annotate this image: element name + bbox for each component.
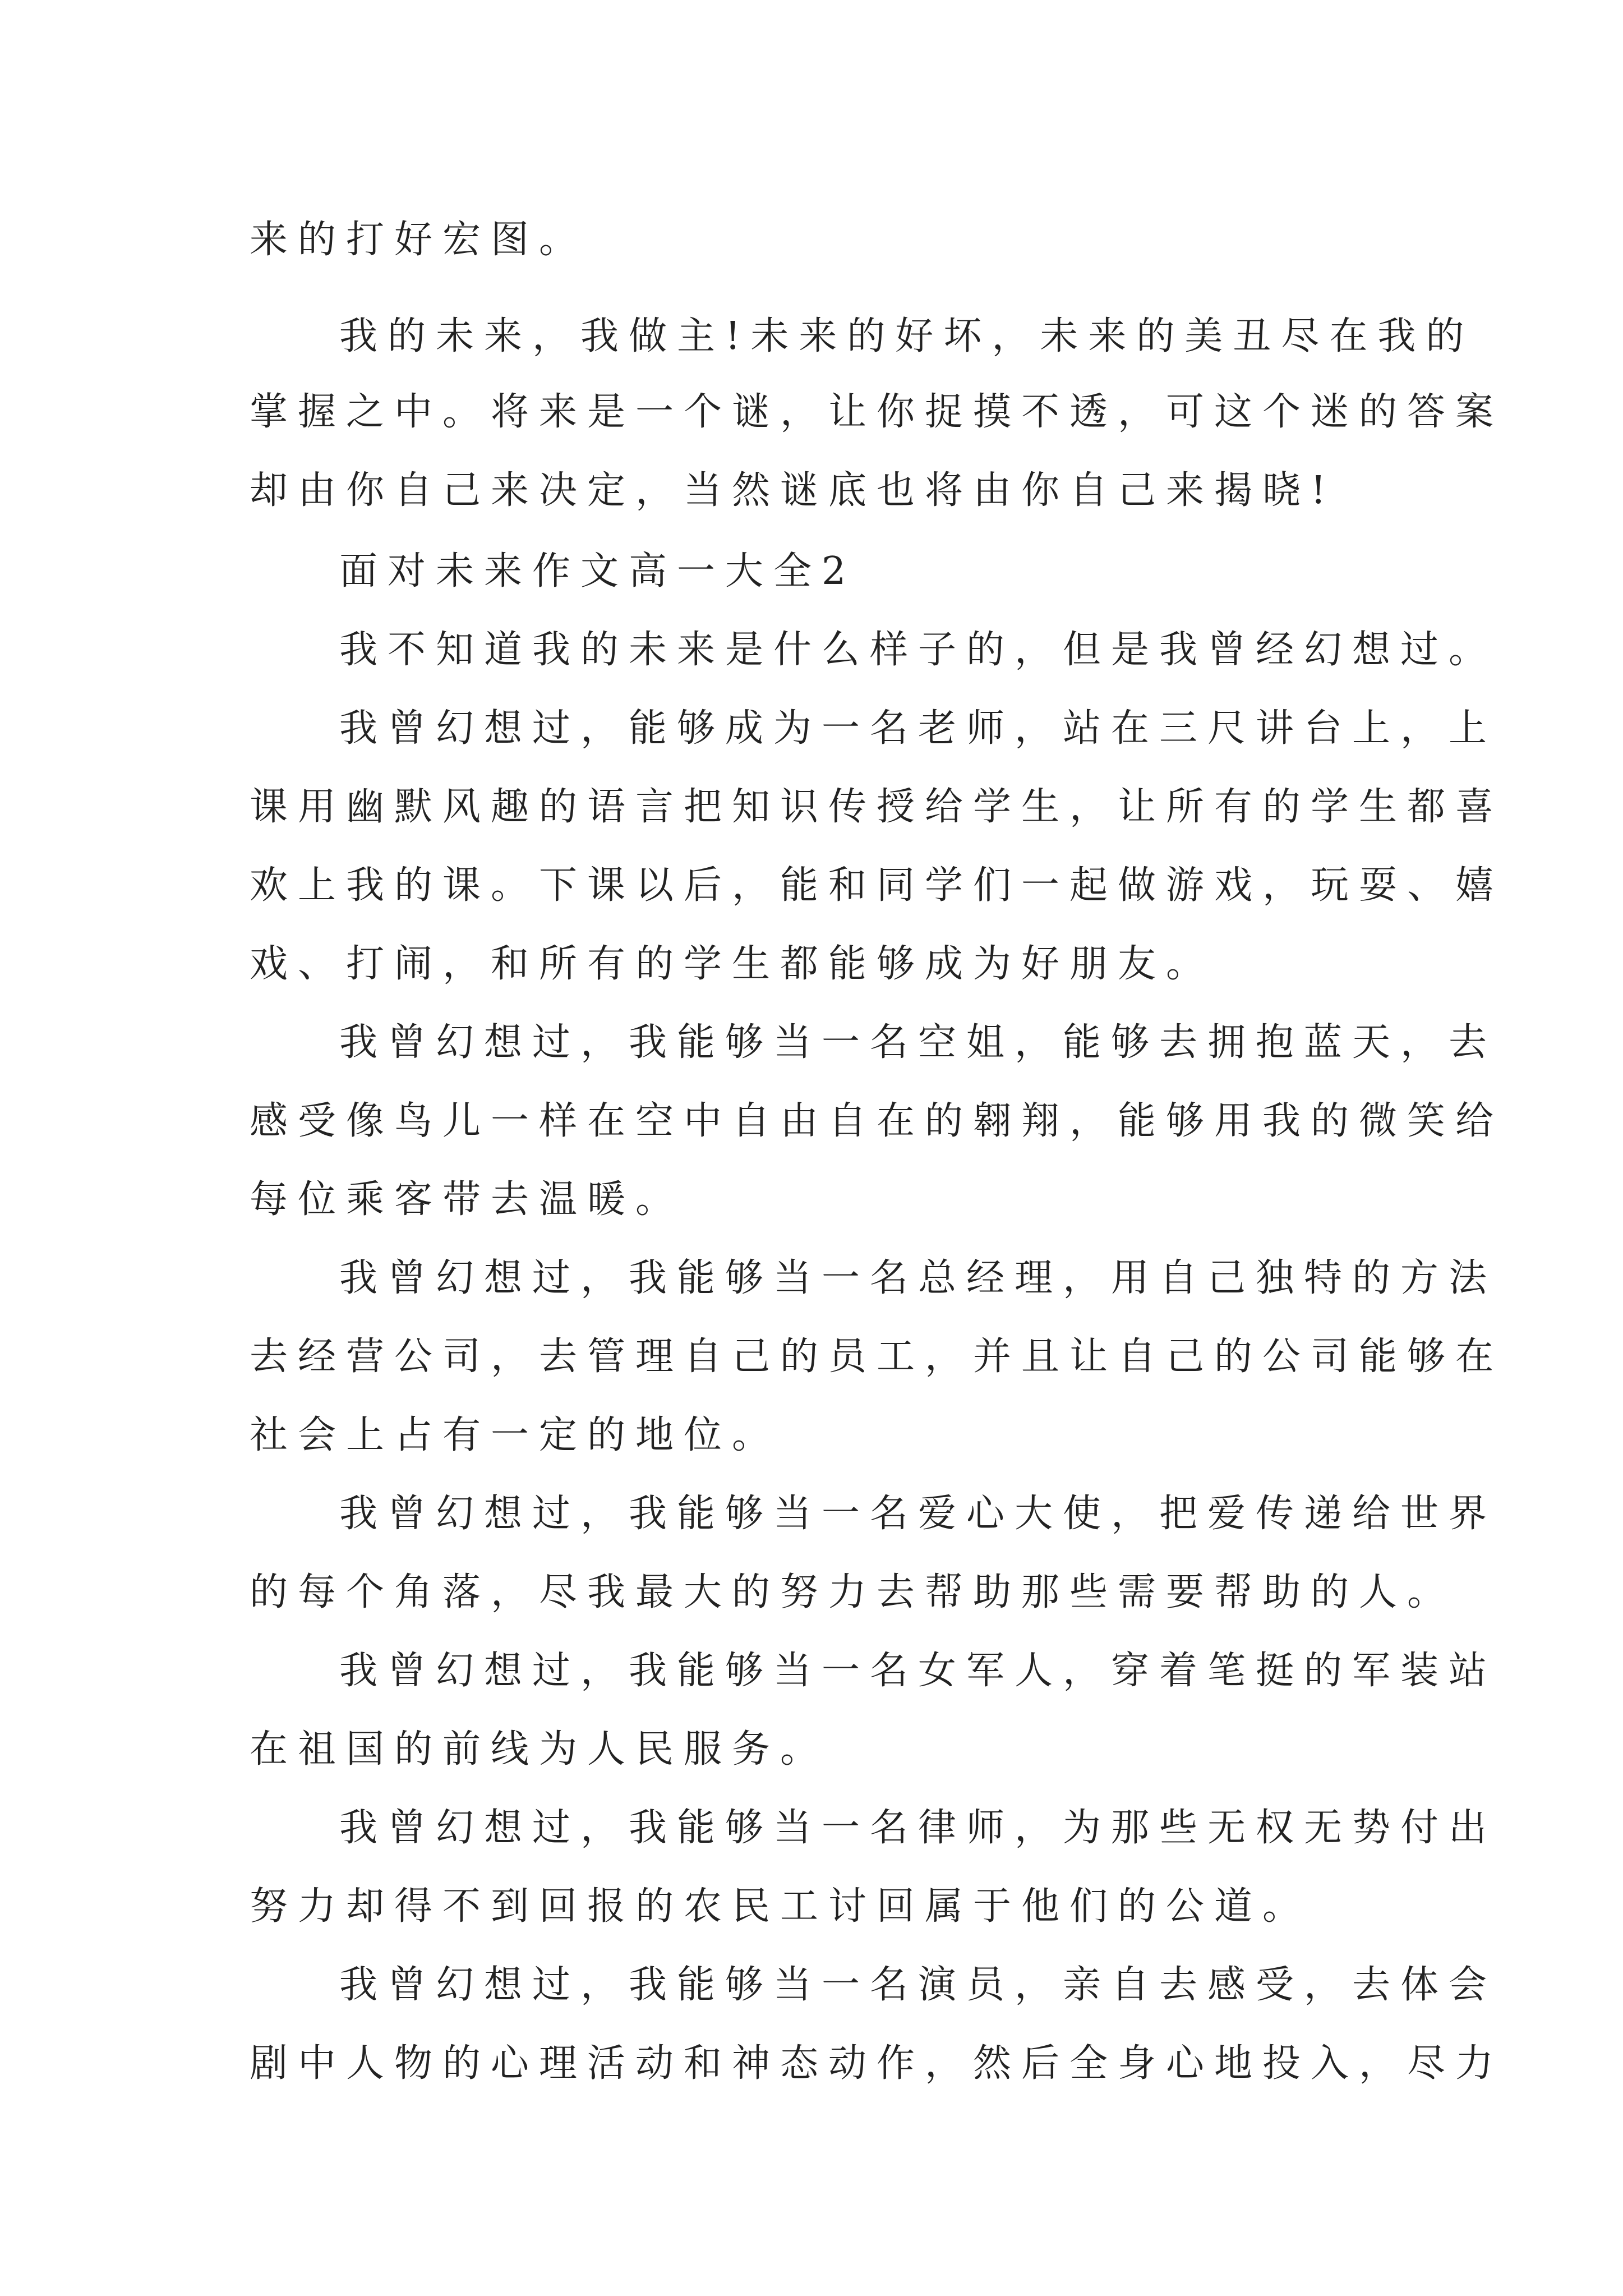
text-line: 感受像鸟儿一样在空中自由自在的翱翔，能够用我的微笑给 [250, 1099, 1504, 1143]
text-line: 剧中人物的心理活动和神态动作，然后全身心地投入，尽力 [250, 2041, 1504, 2086]
text-line: 我不知道我的未来是什么样子的，但是我曾经幻想过。 [339, 628, 1497, 672]
text-line: 我曾幻想过，我能够当一名爱心大使，把爱传递给世界 [339, 1492, 1497, 1536]
text-line: 欢上我的课。下课以后，能和同学们一起做游戏，玩耍、嬉 [250, 863, 1504, 908]
text-line: 课用幽默风趣的语言把知识传授给学生，让所有的学生都喜 [250, 785, 1504, 829]
text-line: 我曾幻想过，我能够当一名律师，为那些无权无势付出 [339, 1806, 1497, 1850]
text-line: 的每个角落，尽我最大的努力去帮助那些需要帮助的人。 [250, 1570, 1456, 1614]
text-line: 戏、打闹，和所有的学生都能够成为好朋友。 [250, 942, 1215, 986]
text-line: 掌握之中。将来是一个谜，让你捉摸不透，可这个迷的答案 [250, 390, 1504, 434]
text-line: 我曾幻想过，我能够当一名空姐，能够去拥抱蓝天，去 [339, 1020, 1497, 1065]
text-line: 我曾幻想过，能够成为一名老师，站在三尺讲台上，上 [339, 706, 1497, 751]
section-heading: 面对未来作文高一大全2 [339, 549, 856, 593]
text-line: 努力却得不到回报的农民工讨回属于他们的公道。 [250, 1884, 1311, 1929]
text-line: 我曾幻想过，我能够当一名演员，亲自去感受，去体会 [339, 1963, 1497, 2007]
text-line: 却由你自己来决定，当然谜底也将由你自己来揭晓! [250, 468, 1336, 513]
text-line: 社会上占有一定的地位。 [250, 1413, 781, 1457]
text-line: 来的打好宏图。 [250, 218, 588, 262]
text-line: 去经营公司，去管理自己的员工，并且让自己的公司能够在 [250, 1335, 1504, 1379]
text-line: 我曾幻想过，我能够当一名女军人，穿着笔挺的军装站 [339, 1649, 1497, 1693]
text-line: 我的未来，我做主!未来的好坏，未来的美丑尽在我的 [339, 314, 1474, 358]
text-line: 我曾幻想过，我能够当一名总经理，用自己独特的方法 [339, 1256, 1497, 1300]
text-line: 每位乘客带去温暖。 [250, 1177, 684, 1222]
text-line: 在祖国的前线为人民服务。 [250, 1727, 829, 1772]
